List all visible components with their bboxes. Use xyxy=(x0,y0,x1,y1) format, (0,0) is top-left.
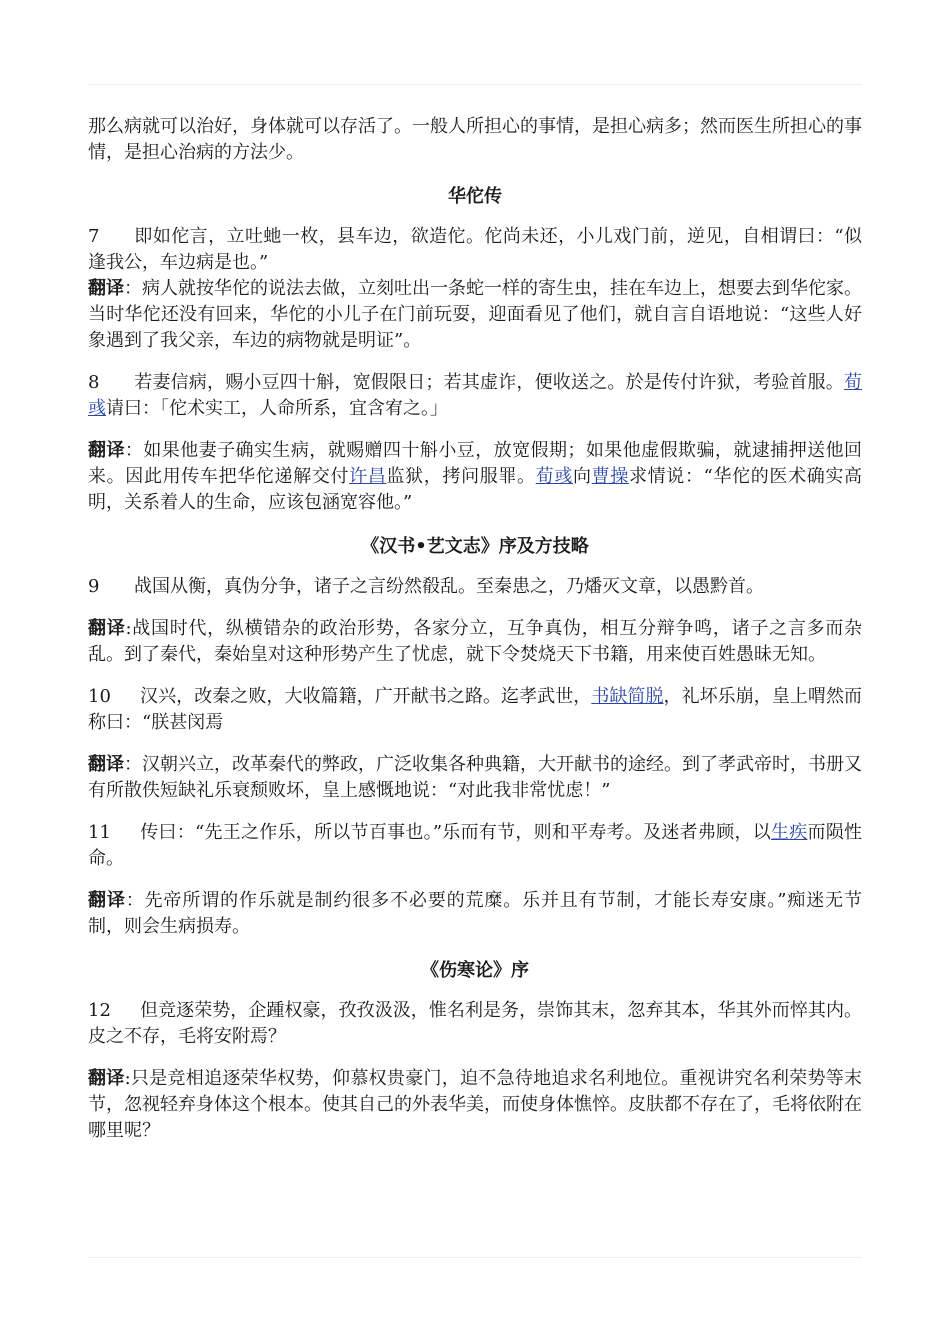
passage-text: 传曰：“先王之作乐，所以节百事也。”乐而有节，则和平寿考。及迷者弗顾，以 xyxy=(140,822,771,843)
passage-text: 汉兴，改秦之败，大收篇籍，广开献书之路。迄孝武世， xyxy=(140,686,592,707)
passage-12 xyxy=(88,998,862,1050)
passage-7 xyxy=(88,224,862,276)
passage-8 xyxy=(88,370,862,422)
translation-text: ：病人就按华佗的说法去做，立刻吐出一条蛇一样的寄生虫，挂在车边上，想要去到华佗家。当时华佗还没有回来，华佗的小儿子在门前玩耍，迎面看见了他们，就自言自语地说：“这些人好象遇到了我父亲，车边的病物就是明证”。 xyxy=(88,278,862,351)
translation-text: :只是竞相追逐荣华权势，仰慕权贵豪门，迫不急待地追求名利地位。重视讲究名利荣势等末节，忽视轻弃身体这个根本。使其自己的外表华美，而使身体憔悴。皮肤都不存在了，毛将依附在哪里呢？ xyxy=(88,1068,863,1141)
translation-text: 向 xyxy=(573,466,592,487)
passage-text: 请曰：「佗术实工，人命所系，宜含宥之。」 xyxy=(106,398,448,419)
section-heading-shanghanlun: 《伤寒论》序 xyxy=(421,960,529,981)
header-rule xyxy=(88,84,862,85)
passage-text: 战国从衡，真伪分争，诸子之言纷然殽乱。至秦患之，乃燔灭文章，以愚黔首。 xyxy=(134,576,764,597)
translation-7 xyxy=(88,276,862,354)
passage-text: 但竞逐荣势，企踵权豪，孜孜汲汲，惟名利是务，崇饰其末，忽弃其本，华其外而悴其内。皮之不存，毛将安附焉？ xyxy=(88,1000,862,1047)
passage-number: 12 xyxy=(88,1000,111,1021)
translation-label: 翻译 xyxy=(88,754,124,775)
passage-number: 10 xyxy=(88,686,111,707)
translation-text: ：如果他妻子确实生病，就赐赠四十斛小豆，放宽假期；如果他虚假欺骗，就逮捕押送他回来。因此用传车把华佗递解交付 xyxy=(88,440,863,487)
passage-number: 7 xyxy=(88,226,100,247)
translation-8 xyxy=(88,438,862,516)
link-xunyu-2[interactable]: 荀彧 xyxy=(535,466,574,487)
intro-paragraph: 那么病就可以治好，身体就可以存活了。一般人所担心的事情，是担心病多；然而医生所担心的事情，是担心治病的方法少。 xyxy=(88,116,862,163)
translation-label: 翻译 xyxy=(88,440,125,461)
translation-text: 求情说：“华佗的医术确实高明，关系着人的生命，应该包涵宽容他。” xyxy=(88,466,863,513)
translation-11 xyxy=(88,888,862,940)
document-page xyxy=(88,114,862,1144)
passage-number: 11 xyxy=(88,822,111,843)
passage-text: 即如佗言，立吐虵一枚，县车边，欲造佗。佗尚未还，小儿戏门前，逆见，自相谓曰：“似逢我公，车边病是也。” xyxy=(88,226,862,273)
passage-text: 而陨性命。 xyxy=(88,822,863,869)
translation-text: 监狱，拷问服罪。 xyxy=(386,466,536,487)
translation-label: 翻译 xyxy=(88,1068,125,1089)
passage-9 xyxy=(88,574,862,600)
passage-number: 9 xyxy=(88,576,100,597)
section-heading-huatuo: 华佗传 xyxy=(448,186,502,207)
footer-rule xyxy=(88,1257,862,1258)
translation-text: ：汉朝兴立，改革秦代的弊政，广泛收集各种典籍，大开献书的途经。到了孝武帝时，书册又有所散佚短缺礼乐衰颓败坏，皇上感慨地说：“对此我非常忧虑！” xyxy=(88,754,862,801)
translation-9 xyxy=(88,616,862,668)
link-shuquejiantuo[interactable]: 书缺简脱 xyxy=(591,686,664,707)
passage-number: 8 xyxy=(88,372,100,393)
translation-label: 翻译 xyxy=(88,890,126,911)
section-heading-hanshu: 《汉书•艺文志》序及方技略 xyxy=(361,536,589,557)
translation-10 xyxy=(88,752,862,804)
link-xuchang[interactable]: 许昌 xyxy=(349,466,387,487)
passage-text: ，礼坏乐崩，皇上喟然而称曰：“朕甚闵焉 xyxy=(88,686,863,733)
translation-label: 翻译 xyxy=(88,618,126,639)
translation-label: 翻译 xyxy=(88,278,124,299)
passage-11 xyxy=(88,820,862,872)
passage-text: 若妻信病，赐小豆四十斛，宽假限日；若其虚诈，便收送之。於是传付许狱，考验首服。 xyxy=(134,372,844,393)
translation-text: ：先帝所谓的作乐就是制约很多不必要的荒糜。乐并且有节制，才能长寿安康。”痴迷无节制，则会生病损寿。 xyxy=(88,890,862,937)
link-caocao[interactable]: 曹操 xyxy=(591,466,629,487)
passage-10 xyxy=(88,684,862,736)
translation-12 xyxy=(88,1066,862,1144)
link-xunyu[interactable]: 荀彧 xyxy=(88,372,862,419)
translation-text: :战国时代，纵横错杂的政治形势，各家分立，互争真伪，相互分辩争鸣，诸子之言多而杂乱。到了秦代，秦始皇对这种形势产生了忧虑，就下令焚烧天下书籍，用来使百姓愚昧无知。 xyxy=(88,618,863,665)
link-shengji[interactable]: 生疾 xyxy=(770,822,808,843)
